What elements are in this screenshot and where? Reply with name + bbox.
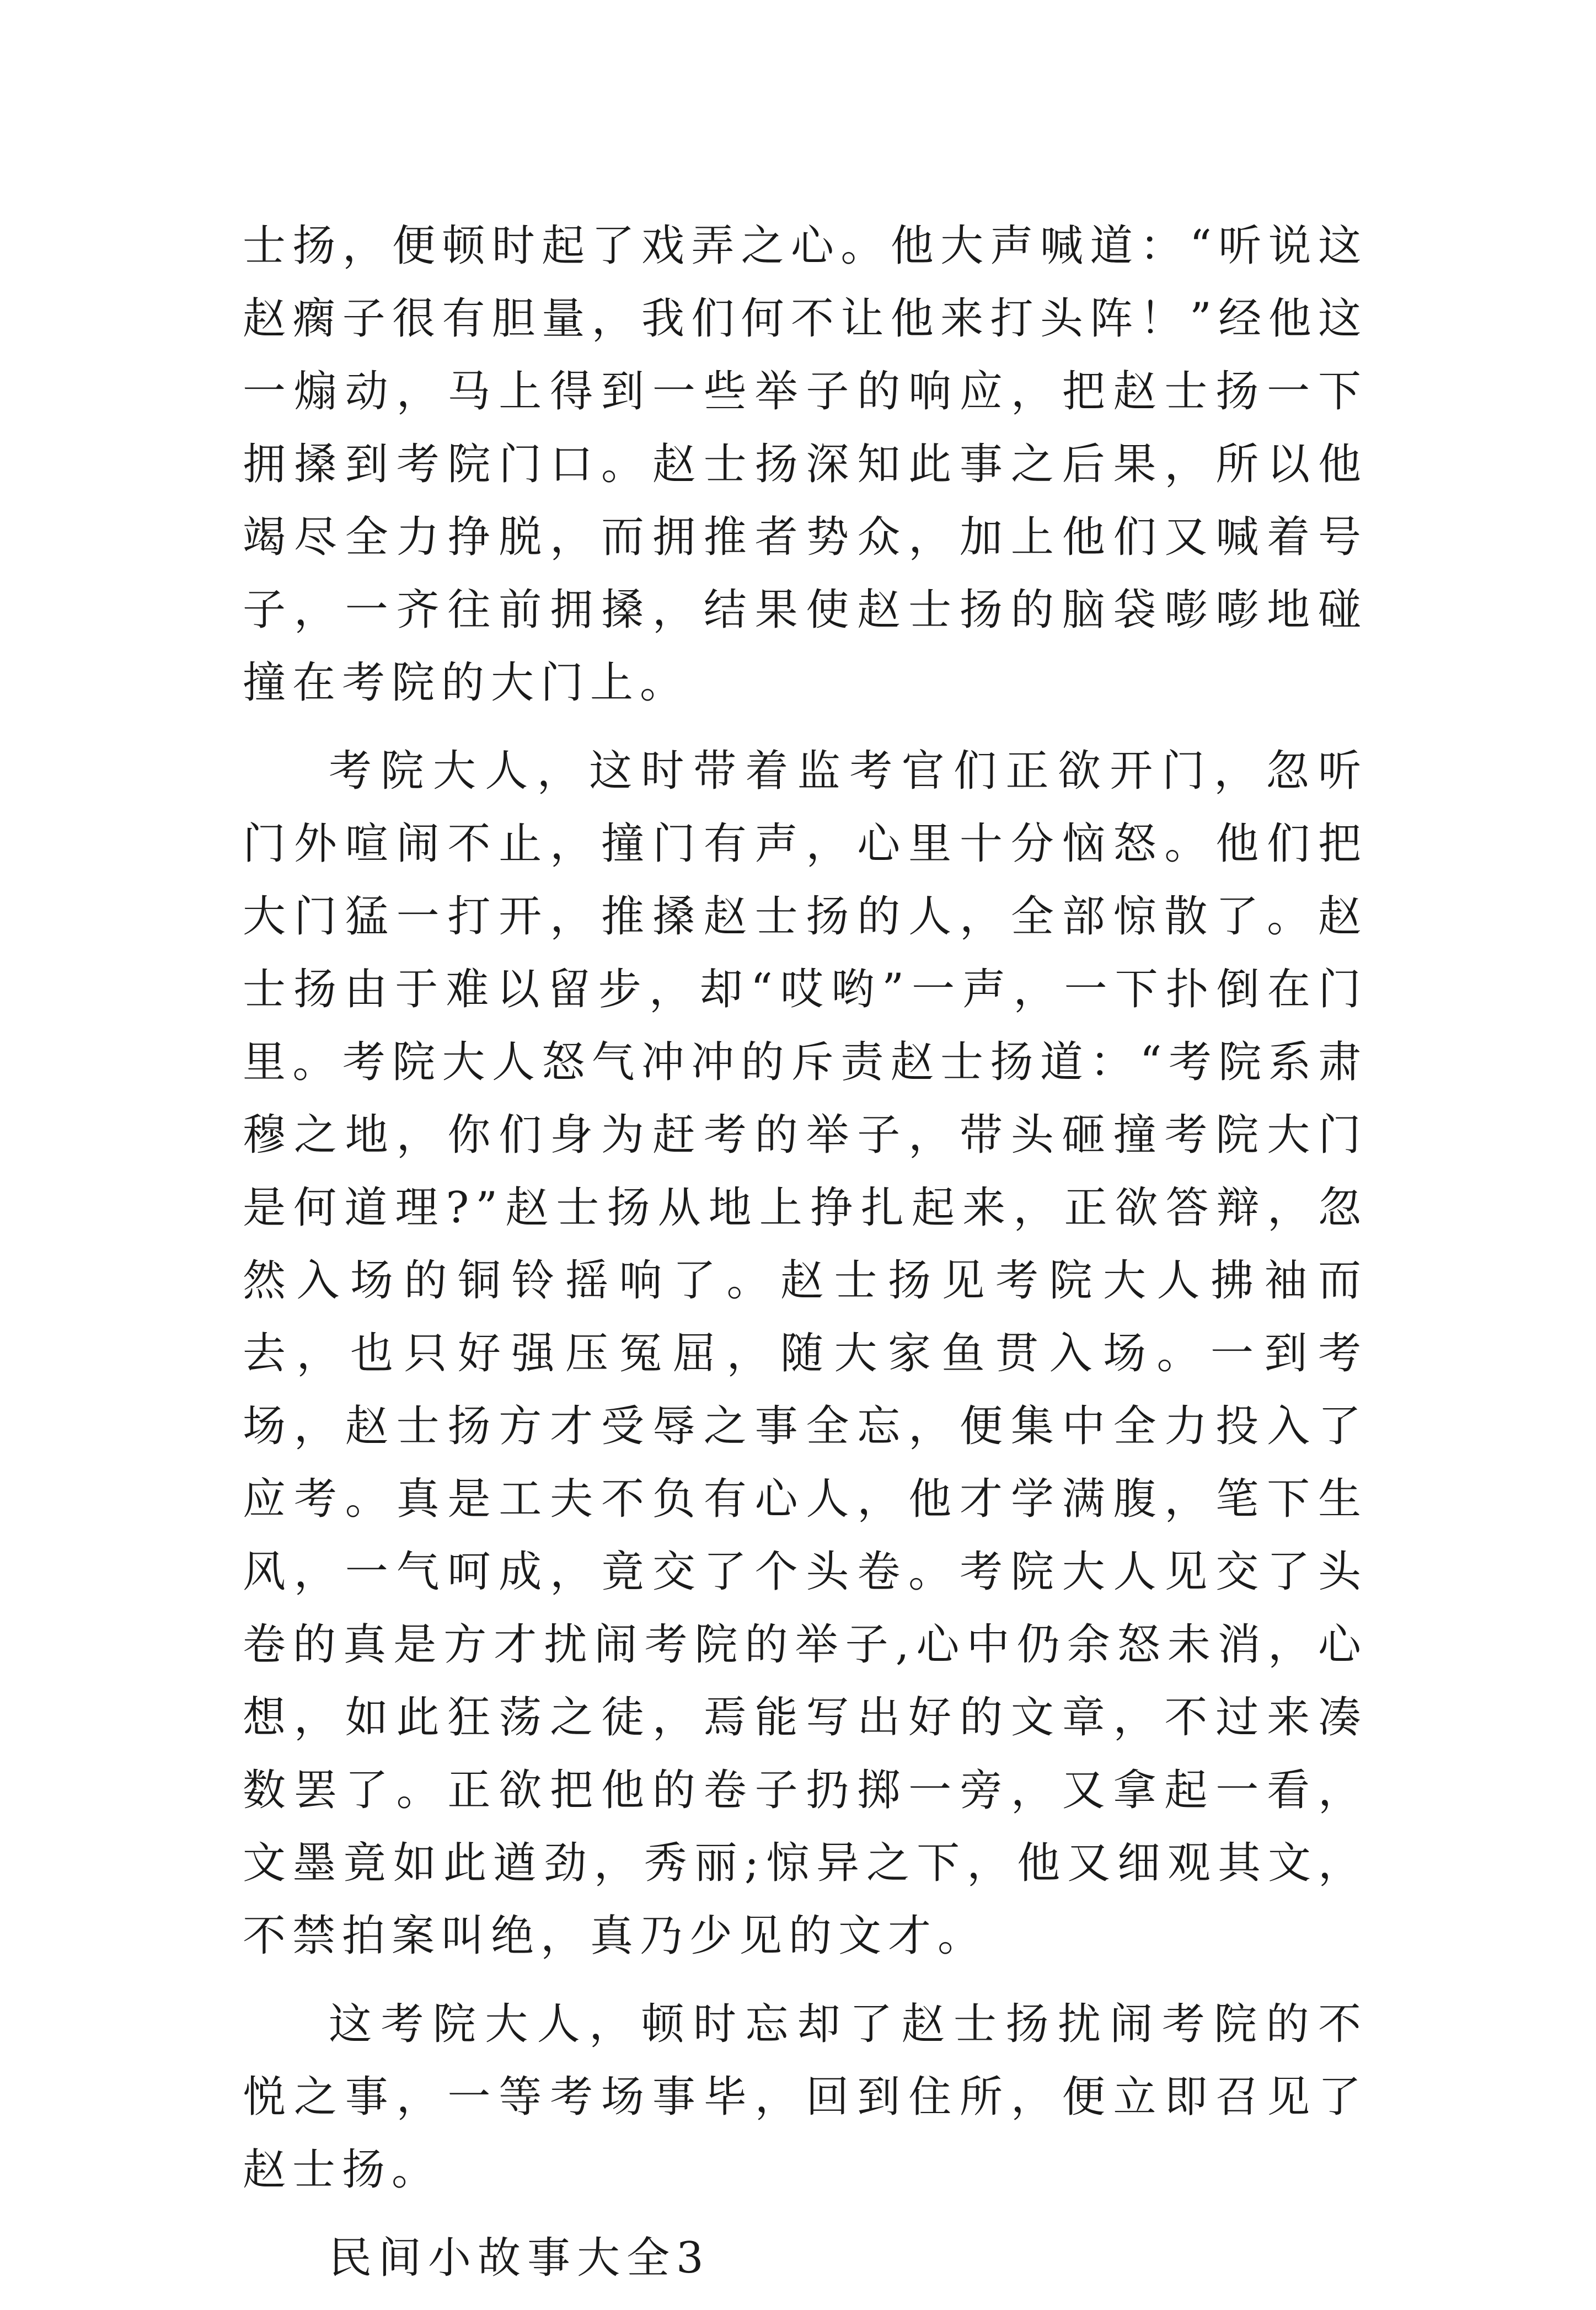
paragraph-summons: 这考院大人，顿时忘却了赵士扬扰闹考院的不悦之事，一等考场事毕，回到住所，便立即召见了赵士扬。 <box>243 1999 1368 2195</box>
paragraph-continuation: 士扬，便顿时起了戏弄之心。他大声喊道：“听说这赵瘸子很有胆量，我们何不让他来打头阵！”经他这一煽动，马上得到一些举子的响应，把赵士扬一下拥搡到考院门口。赵士扬深知此事之后果，所以他竭尽全力挣脱，而拥推者势众，加上他们又喊着号子，一齐往前拥搡，结果使赵士扬的脑袋嘭嘭地碰撞在考院的大门上。 <box>243 221 1368 708</box>
document-body <box>243 210 1368 2310</box>
section-heading: 民间小故事大全3 <box>329 2233 710 2283</box>
paragraph-exam-hall: 考院大人，这时带着监考官们正欲开门，忽听门外喧闹不止，撞门有声，心里十分恼怒。他们把大门猛一打开，推搡赵士扬的人，全部惊散了。赵士扬由于难以留步，却“哎哟”一声，一下扑倒在门里。考院大人怒气冲冲的斥责赵士扬道：“考院系肃穆之地，你们身为赶考的举子，带头砸撞考院大门是何道理?”赵士扬从地上挣扎起来，正欲答辩，忽然入场的铜铃摇响了。赵士扬见考院大人拂袖而去，也只好强压冤屈，随大家鱼贯入场。一到考场，赵士扬方才受辱之事全忘，便集中全力投入了应考。真是工夫不负有心人，他才学满腹，笔下生风，一气呵成，竟交了个头卷。考院大人见交了头卷的真是方才扰闹考院的举子,心中仍余怒未消，心想，如此狂荡之徒，焉能写出好的文章，不过来凑数罢了。正欲把他的卷子扔掷一旁，又拿起一看，文墨竟如此遒劲，秀丽;惊异之下，他又细观其文，不禁拍案叫绝，真乃少见的文才。 <box>243 746 1368 1961</box>
